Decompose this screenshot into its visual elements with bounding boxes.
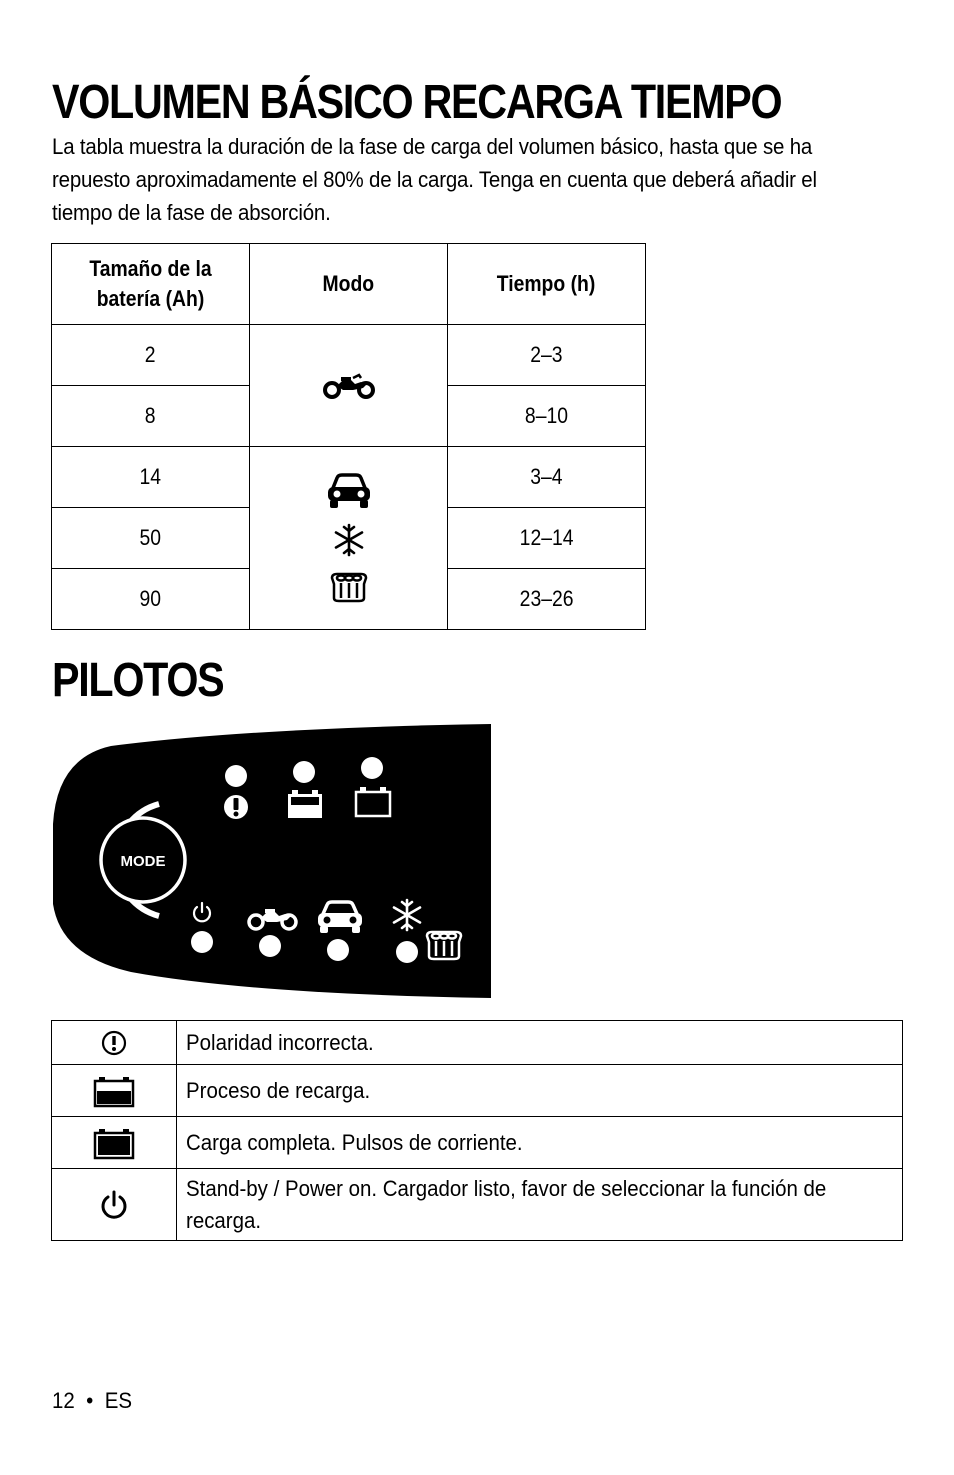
- page-footer: [52, 1388, 132, 1414]
- battery-full-icon: [93, 1126, 135, 1160]
- cell-time: 12–14: [448, 508, 646, 569]
- agm-battery-icon: [328, 570, 370, 604]
- legend-icon-cell: [52, 1117, 177, 1169]
- legend-text: Stand-by / Power on. Cargador listo, favor de seleccionar la función de recarga.: [177, 1169, 903, 1241]
- led-snow-agm: [396, 941, 418, 963]
- page-number: 12: [52, 1388, 75, 1413]
- legend-text: Proceso de recarga.: [177, 1065, 903, 1117]
- table-row: [52, 325, 646, 386]
- header-time: Tiempo (h): [448, 244, 646, 325]
- led-charging: [293, 761, 315, 783]
- led-warning: [225, 765, 247, 787]
- table-row: [52, 1169, 903, 1241]
- legend-icon-cell: [52, 1021, 177, 1065]
- cell-size: 8: [52, 386, 250, 447]
- header-battery-size: Tamaño de la batería (Ah): [52, 244, 250, 325]
- intro-paragraph: La tabla muestra la duración de la fase de carga del volumen básico, hasta que se ha repuesto aproximadamente el 80% de la carga. Tenga en cuenta que deberá añadir el tiempo de la fase de absorción.: [52, 134, 817, 225]
- warning-icon: [101, 1030, 127, 1056]
- charge-time-table: [51, 243, 646, 630]
- table-row: [52, 447, 646, 508]
- cell-size: 2: [52, 325, 250, 386]
- table-row: [52, 1117, 903, 1169]
- legend-icon-cell: [52, 1169, 177, 1241]
- cell-size: 90: [52, 569, 250, 630]
- warning-icon: [224, 795, 248, 819]
- cell-size: 14: [52, 447, 250, 508]
- cell-time: 3–4: [448, 447, 646, 508]
- snowflake-icon: [331, 522, 367, 558]
- led-moto: [259, 935, 281, 957]
- mode-button-label: MODE: [120, 853, 166, 870]
- header-mode: Modo: [250, 244, 448, 325]
- car-icon: [325, 472, 373, 510]
- power-icon: [99, 1189, 129, 1221]
- led-car: [327, 939, 349, 961]
- cell-mode-car: [250, 447, 448, 630]
- led-power: [191, 931, 213, 953]
- language-code: ES: [104, 1388, 132, 1413]
- battery-charging-icon: [93, 1074, 135, 1108]
- cell-time: 23–26: [448, 569, 646, 630]
- table-row: [52, 1021, 903, 1065]
- indicator-legend-table: [51, 1020, 903, 1241]
- cell-time: 8–10: [448, 386, 646, 447]
- charger-panel: [51, 724, 491, 1003]
- cell-time: 2–3: [448, 325, 646, 386]
- section-title-pilotos: PILOTOS: [52, 654, 224, 707]
- legend-text: Polaridad incorrecta.: [177, 1021, 903, 1065]
- battery-charging-icon: [288, 790, 322, 818]
- cell-size: 50: [52, 508, 250, 569]
- table-row: [52, 1065, 903, 1117]
- cell-mode-moto: [250, 325, 448, 447]
- legend-text: Carga completa. Pulsos de corriente.: [177, 1117, 903, 1169]
- footer-separator: •: [86, 1388, 94, 1413]
- legend-icon-cell: [52, 1065, 177, 1117]
- led-full: [361, 757, 383, 779]
- motorcycle-icon: [323, 372, 375, 400]
- section-title-volumen: VOLUMEN BÁSICO RECARGA TIEMPO: [52, 76, 782, 129]
